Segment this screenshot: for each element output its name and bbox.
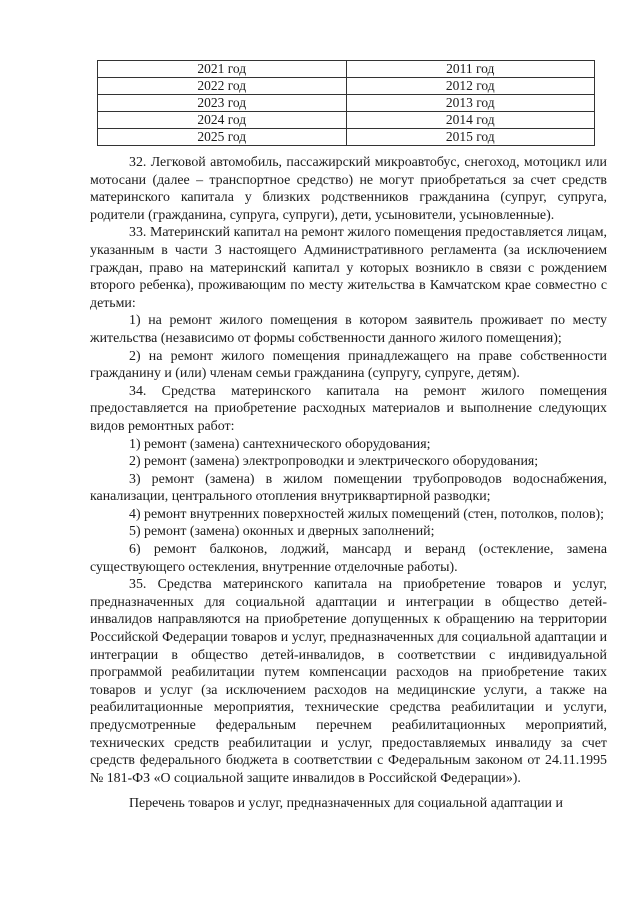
paragraph-34-item-3: 3) ремонт (замена) в жилом помещении трубопроводов водоснабжения, канализации, центрального отопления внутриквартирной разводки; <box>90 471 607 505</box>
table-cell: 2021 год <box>98 61 347 78</box>
paragraph-34-item-6: 6) ремонт балконов, лоджий, мансард и веранд (остекление, замена существующего остекления, внутренние отделочные работы). <box>90 542 607 575</box>
table-cell: 2013 год <box>346 95 595 112</box>
table-cell: 2014 год <box>346 112 595 129</box>
table-cell: 2025 год <box>98 129 347 146</box>
table-cell: 2023 год <box>98 95 347 112</box>
document-body <box>90 154 607 813</box>
paragraph-34-item-1: 1) ремонт (замена) сантехнического оборудования; <box>129 436 431 452</box>
paragraph-33: 33. Материнский капитал на ремонт жилого помещения предоставляется лицам, указанным в части 3 настоящего Административного регламента (за исключением граждан, право на материнский капитал у которых возникло в связи с рождением второго ребенка), проживающим по месту жительства в Камчатском крае совместно с детьми: <box>90 225 607 311</box>
table-row <box>98 78 595 95</box>
table-cell: 2024 год <box>98 112 347 129</box>
paragraph-34-item-5: 5) ремонт (замена) оконных и дверных заполнений; <box>129 524 435 540</box>
years-table <box>97 60 595 146</box>
paragraph-34-item-2: 2) ремонт (замена) электропроводки и электрического оборудования; <box>129 454 539 470</box>
paragraph-list-intro: Перечень товаров и услуг, предназначенных для социальной адаптации и <box>129 796 563 812</box>
table-row <box>98 112 595 129</box>
table-cell: 2012 год <box>346 78 595 95</box>
paragraph-34-item-4: 4) ремонт внутренних поверхностей жилых помещений (стен, потолков, полов); <box>129 506 605 522</box>
paragraph-35: 35. Средства материнского капитала на приобретение товаров и услуг, предназначенных для социальной адаптации и интеграции в общество детей-инвалидов направляются на приобретение допущенных к обращению на территории Российской Федерации товаров и услуг, предназначенных для социальной адаптации и интеграции в общество детей-инвалидов, в соответствии с индивидуальной программой реабилитации путем компенсации расходов на приобретение таких товаров и услуг (за исключением расходов на медицинские услуги, а также на реабилитационные мероприятия, технические средства реабилитации и услуги, предусмотренные федеральным перечнем реабилитационных мероприятий, технических средств реабилитации и услуг, предоставляемых инвалиду за счет средств федерального бюджета в соответствии с Федеральным законом от 24.11.1995 № 181-ФЗ «О социальной защите инвалидов в Российской Федерации»). <box>90 577 607 786</box>
paragraph-34: 34. Средства материнского капитала на ремонт жилого помещения предоставляется на приобретение расходных материалов и выполнение следующих видов ремонтных работ: <box>90 383 607 434</box>
table-row <box>98 61 595 78</box>
table-cell: 2011 год <box>346 61 595 78</box>
table-cell: 2022 год <box>98 78 347 95</box>
paragraph-33-item-2: 2) на ремонт жилого помещения принадлежащего на праве собственности гражданину и (или) членам семьи гражданина (супругу, супруге, детям). <box>90 348 607 382</box>
paragraph-32: 32. Легковой автомобиль, пассажирский микроавтобус, снегоход, мотоцикл или мотосани (далее – транспортное средство) не могут приобретаться за счет средств материнского капитала у близких родственников гражданина (супруг, супруга, родители (гражданина, супруга, супруги), дети, усыновители, усыновленные). <box>90 155 607 223</box>
table-row <box>98 129 595 146</box>
table-cell: 2015 год <box>346 129 595 146</box>
table-row <box>98 95 595 112</box>
paragraph-33-item-1: 1) на ремонт жилого помещения в котором заявитель проживает по месту жительства (независимо от формы собственности данного жилого помещения); <box>90 313 607 346</box>
